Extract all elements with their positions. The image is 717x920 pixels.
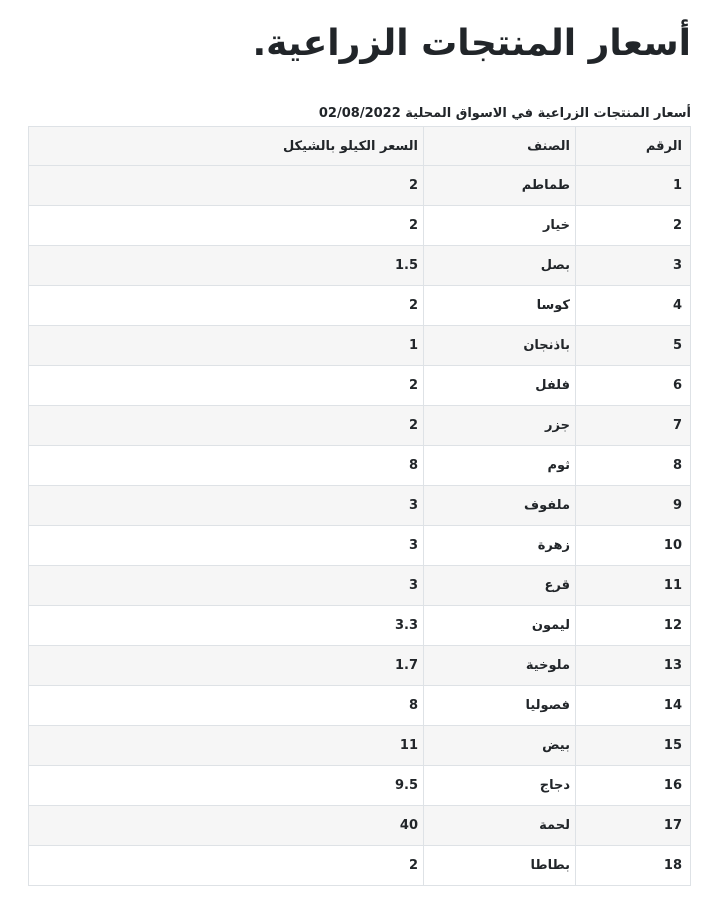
table-row xyxy=(29,846,691,886)
cell-item: فلفل xyxy=(424,366,576,406)
cell-item: بصل xyxy=(424,246,576,286)
cell-item: كوسا xyxy=(424,286,576,326)
cell-price: 40 xyxy=(29,806,424,846)
cell-number: 9 xyxy=(576,486,691,526)
table-row xyxy=(29,406,691,446)
cell-price: 3 xyxy=(29,566,424,606)
cell-price: 8 xyxy=(29,446,424,486)
table-row xyxy=(29,566,691,606)
table-row xyxy=(29,206,691,246)
cell-number: 11 xyxy=(576,566,691,606)
cell-item: فصوليا xyxy=(424,686,576,726)
cell-number: 6 xyxy=(576,366,691,406)
cell-item: جزر xyxy=(424,406,576,446)
cell-item: ملفوف xyxy=(424,486,576,526)
cell-price: 1 xyxy=(29,326,424,366)
header-number: الرقم xyxy=(576,127,691,166)
header-item: الصنف xyxy=(424,127,576,166)
cell-price: 11 xyxy=(29,726,424,766)
prices-table xyxy=(28,126,691,886)
table-row xyxy=(29,726,691,766)
table-row xyxy=(29,486,691,526)
table-row xyxy=(29,606,691,646)
cell-price: 1.5 xyxy=(29,246,424,286)
cell-price: 3 xyxy=(29,486,424,526)
cell-item: لحمة xyxy=(424,806,576,846)
cell-price: 2 xyxy=(29,286,424,326)
cell-number: 8 xyxy=(576,446,691,486)
cell-item: ثوم xyxy=(424,446,576,486)
header-price: السعر الكيلو بالشيكل xyxy=(29,127,424,166)
cell-number: 14 xyxy=(576,686,691,726)
cell-number: 1 xyxy=(576,166,691,206)
table-caption: أسعار المنتجات الزراعية في الاسواق المحلية 02/08/2022 xyxy=(318,106,691,121)
cell-number: 10 xyxy=(576,526,691,566)
cell-number: 15 xyxy=(576,726,691,766)
table-row xyxy=(29,446,691,486)
cell-item: قرع xyxy=(424,566,576,606)
table-row xyxy=(29,326,691,366)
table-row xyxy=(29,526,691,566)
cell-price: 2 xyxy=(29,366,424,406)
cell-number: 16 xyxy=(576,766,691,806)
cell-item: باذنجان xyxy=(424,326,576,366)
cell-item: ليمون xyxy=(424,606,576,646)
cell-item: زهرة xyxy=(424,526,576,566)
cell-item: ملوخية xyxy=(424,646,576,686)
cell-price: 9.5 xyxy=(29,766,424,806)
cell-number: 4 xyxy=(576,286,691,326)
cell-number: 5 xyxy=(576,326,691,366)
cell-price: 3 xyxy=(29,526,424,566)
cell-item: بيض xyxy=(424,726,576,766)
cell-price: 3.3 xyxy=(29,606,424,646)
cell-number: 2 xyxy=(576,206,691,246)
cell-number: 12 xyxy=(576,606,691,646)
cell-number: 7 xyxy=(576,406,691,446)
page-title: أسعار المنتجات الزراعية. xyxy=(252,23,691,64)
cell-price: 2 xyxy=(29,166,424,206)
cell-number: 17 xyxy=(576,806,691,846)
cell-number: 13 xyxy=(576,646,691,686)
table-row xyxy=(29,166,691,206)
table-row xyxy=(29,766,691,806)
cell-price: 8 xyxy=(29,686,424,726)
cell-price: 1.7 xyxy=(29,646,424,686)
table-row xyxy=(29,246,691,286)
table-body xyxy=(29,166,691,886)
cell-price: 2 xyxy=(29,846,424,886)
cell-item: طماطم xyxy=(424,166,576,206)
cell-price: 2 xyxy=(29,406,424,446)
cell-number: 3 xyxy=(576,246,691,286)
table-row xyxy=(29,366,691,406)
table-row xyxy=(29,286,691,326)
cell-price: 2 xyxy=(29,206,424,246)
cell-number: 18 xyxy=(576,846,691,886)
cell-item: خيار xyxy=(424,206,576,246)
table-row xyxy=(29,686,691,726)
table-row xyxy=(29,806,691,846)
table-header-row xyxy=(29,127,691,166)
cell-item: بطاطا xyxy=(424,846,576,886)
cell-item: دجاج xyxy=(424,766,576,806)
table-row xyxy=(29,646,691,686)
